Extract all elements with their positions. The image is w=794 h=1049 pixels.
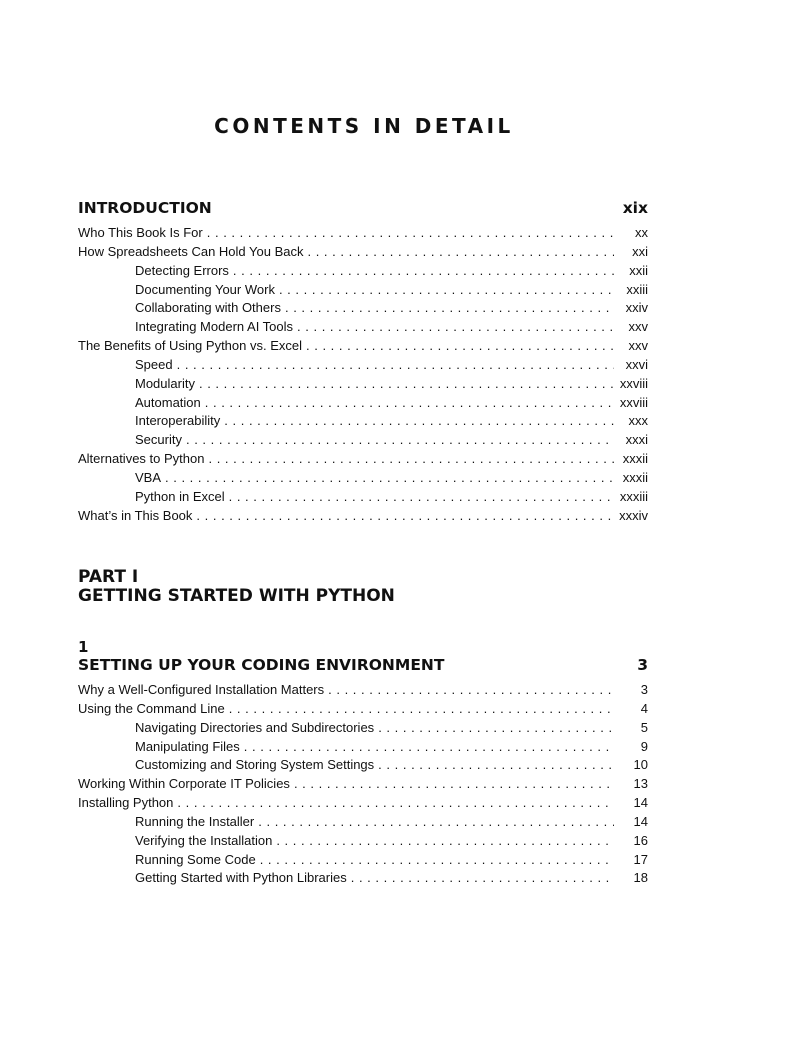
toc-entry-label: Manipulating Files <box>135 738 240 754</box>
introduction-heading-label: INTRODUCTION <box>78 199 212 217</box>
toc-entry-alternatives-to-python[interactable] <box>78 451 648 470</box>
toc-entry-page: 17 <box>633 851 648 867</box>
toc-entry-page: xx <box>635 225 648 240</box>
toc-entry-label: VBA <box>135 469 162 485</box>
toc-entry-label: Running the Installer <box>135 813 255 829</box>
dot-leader <box>205 395 614 410</box>
toc-entry-page: 3 <box>640 682 648 697</box>
dot-leader <box>207 225 614 240</box>
toc-entry-modularity[interactable] <box>78 376 648 395</box>
toc-entry-security[interactable] <box>78 432 648 451</box>
toc-entry-page: 13 <box>633 776 648 792</box>
dot-leader <box>177 795 614 810</box>
toc-entry-benefits-of-python[interactable] <box>78 338 648 357</box>
toc-entry-installing-python[interactable] <box>78 795 648 814</box>
dot-leader <box>306 338 614 353</box>
part-heading[interactable] <box>78 568 395 606</box>
toc-entry-page: xxxiii <box>619 488 648 504</box>
toc-entry-page: 14 <box>633 795 648 811</box>
dot-leader <box>258 814 614 829</box>
toc-entry-label: Why a Well-Configured Installation Matters <box>78 682 325 697</box>
dot-leader <box>276 833 614 848</box>
toc-entry-page: 5 <box>640 719 648 735</box>
page-title: CONTENTS IN DETAIL <box>214 114 514 138</box>
toc-entry-label: Detecting Errors <box>135 262 229 278</box>
toc-entry-label: Customizing and Storing System Settings <box>135 757 375 773</box>
toc-entry-label: Security <box>135 432 182 448</box>
toc-entry-page: 14 <box>633 813 648 829</box>
toc-entry-page: 4 <box>640 700 648 716</box>
toc-entry-page: 10 <box>633 757 648 773</box>
toc-entry-page: xxviii <box>619 394 648 410</box>
toc-entry-automation[interactable] <box>78 395 648 414</box>
dot-leader <box>328 682 614 697</box>
dot-leader <box>199 376 614 391</box>
introduction-heading[interactable] <box>78 199 648 217</box>
dot-leader <box>351 870 614 885</box>
toc-entry-detecting-errors[interactable] <box>78 263 648 282</box>
toc-entry-customizing-system-settings[interactable] <box>78 757 648 776</box>
toc-entry-label: Running Some Code <box>135 851 256 867</box>
dot-leader <box>307 244 614 259</box>
dot-leader <box>165 470 614 485</box>
toc-entry-page: 9 <box>640 738 648 754</box>
toc-entry-label: Automation <box>135 394 201 410</box>
dot-leader <box>196 508 614 523</box>
dot-leader <box>186 432 614 447</box>
toc-entry-label: Collaborating with Others <box>135 300 281 316</box>
toc-entry-running-some-code[interactable] <box>78 852 648 871</box>
toc-entry-label: Using the Command Line <box>78 700 225 716</box>
toc-entry-label: Speed <box>135 356 173 372</box>
toc-entry-page: 16 <box>633 832 648 848</box>
toc-entry-page: 18 <box>633 870 648 886</box>
dot-leader <box>260 852 614 867</box>
toc-entry-label: Modularity <box>135 375 195 391</box>
toc-entry-label: Python in Excel <box>135 488 225 504</box>
toc-entry-whats-in-this-book[interactable] <box>78 508 648 527</box>
toc-entry-page: xxiv <box>625 300 648 316</box>
dot-leader <box>208 451 614 466</box>
toc-entry-label: The Benefits of Using Python vs. Excel <box>78 338 302 354</box>
toc-entry-label: Working Within Corporate IT Policies <box>78 776 290 792</box>
toc-entry-python-libraries[interactable] <box>78 870 648 889</box>
dot-leader <box>378 720 614 735</box>
toc-entry-documenting-your-work[interactable] <box>78 282 648 301</box>
toc-entry-label: Documenting Your Work <box>135 281 275 297</box>
toc-entry-label: Alternatives to Python <box>78 451 205 467</box>
toc-entry-page: xxxii <box>622 451 648 467</box>
toc-entry-page: xxviii <box>619 375 648 391</box>
toc-entry-label: Navigating Directories and Subdirectories <box>135 719 375 735</box>
toc-entry-label: What’s in This Book <box>78 507 193 523</box>
toc-entry-vba[interactable] <box>78 470 648 489</box>
dot-leader <box>229 489 614 504</box>
toc-entry-page: xxi <box>632 243 648 259</box>
toc-entry-page: xxxii <box>622 469 648 485</box>
dot-leader <box>229 701 614 716</box>
toc-entry-navigating-directories[interactable] <box>78 720 648 739</box>
part-number: PART I <box>78 567 139 587</box>
toc-entry-corporate-it-policies[interactable] <box>78 776 648 795</box>
toc-entry-label: Verifying the Installation <box>135 832 273 848</box>
dot-leader <box>285 300 614 315</box>
toc-entry-python-in-excel[interactable] <box>78 489 648 508</box>
toc-entry-collaborating-with-others[interactable] <box>78 300 648 319</box>
toc-entry-label: Integrating Modern AI Tools <box>135 319 294 335</box>
toc-entry-integrating-modern-ai-tools[interactable] <box>78 319 648 338</box>
introduction-heading-page: xix <box>622 199 648 217</box>
toc-entry-page: xxii <box>629 262 648 278</box>
toc-entry-using-the-command-line[interactable] <box>78 701 648 720</box>
toc-entry-page: xxv <box>628 319 648 335</box>
chapter1-heading-label: SETTING UP YOUR CODING ENVIRONMENT <box>78 656 445 674</box>
toc-entry-page: xxv <box>628 338 648 354</box>
dot-leader <box>378 757 614 772</box>
toc-entry-label: Getting Started with Python Libraries <box>135 870 347 886</box>
toc-entry-label: Installing Python <box>78 795 174 811</box>
dot-leader <box>297 319 614 334</box>
toc-entry-label: Interoperability <box>135 413 221 429</box>
toc-entry-page: xxx <box>628 413 648 429</box>
toc-entry-page: xxiii <box>626 281 648 297</box>
chapter1-heading-page: 3 <box>637 656 648 674</box>
chapter1-heading[interactable] <box>78 656 648 674</box>
toc-entry-label: How Spreadsheets Can Hold You Back <box>78 243 304 259</box>
toc-entry-page: xxxiv <box>619 507 648 523</box>
dot-leader <box>224 413 614 428</box>
toc-entry-verifying-the-installation[interactable] <box>78 833 648 852</box>
dot-leader <box>177 357 614 372</box>
toc-entry-manipulating-files[interactable] <box>78 739 648 758</box>
toc-entry-why-well-configured-installation[interactable] <box>78 682 648 701</box>
toc-entry-page: xxxi <box>625 432 648 448</box>
chapter-number: 1 <box>78 638 89 656</box>
dot-leader <box>279 282 614 297</box>
toc-entry-page: xxvi <box>625 356 648 372</box>
introduction-toc-list <box>78 225 648 527</box>
toc-entry-how-spreadsheets-can-hold-you-back[interactable] <box>78 244 648 263</box>
part-title: GETTING STARTED WITH PYTHON <box>78 586 395 606</box>
dot-leader <box>233 263 614 278</box>
dot-leader <box>294 776 614 791</box>
toc-entry-interoperability[interactable] <box>78 413 648 432</box>
toc-entry-who-this-book-is-for[interactable] <box>78 225 648 244</box>
toc-entry-speed[interactable] <box>78 357 648 376</box>
toc-entry-running-the-installer[interactable] <box>78 814 648 833</box>
toc-entry-label: Who This Book Is For <box>78 225 203 240</box>
dot-leader <box>244 739 614 754</box>
chapter1-toc-list <box>78 682 648 889</box>
